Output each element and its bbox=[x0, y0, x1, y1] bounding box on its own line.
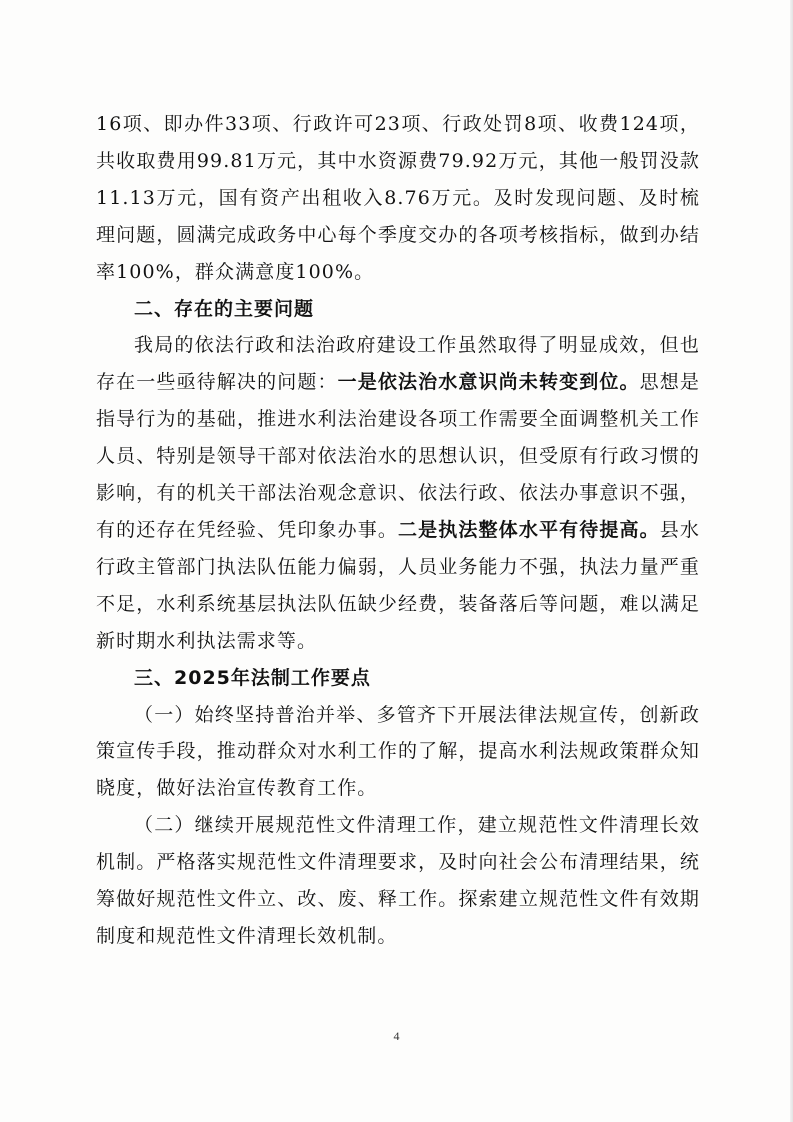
paragraph-workload-summary: 16项、即办件33项、行政许可23项、行政处罚8项、收费124项，共收取费用99.81万元，其中水资源费79.92万元，其他一般罚没款11.13万元，国有资产出租收入8.76万元。及时发现问题、及时梳理问题，圆满完成政务中心每个季度交办的各项考核指标，做到办结率100%，群众满意度100%。 bbox=[96, 113, 700, 283]
problems-lead-text: 我局的依法行政和法治政府建设工作虽然取得了明显成效，但也存在一些亟待解决的问题： bbox=[96, 334, 700, 394]
section-heading-problems: 二、存在的主要问题 bbox=[134, 297, 315, 320]
paragraph-problems bbox=[96, 327, 700, 659]
document-body bbox=[96, 106, 700, 955]
problem-one-title: 一是依法治水意识尚未转变到位。 bbox=[337, 371, 640, 394]
problem-two-title: 二是执法整体水平有待提高。 bbox=[398, 518, 660, 541]
paragraph-point-two: （二）继续开展规范性文件清理工作，建立规范性文件清理长效机制。严格落实规范性文件清理要求，及时向社会公布清理结果，统筹做好规范性文件立、改、废、释工作。探索建立规范性文件有效期制度和规范性文件清理长效机制。 bbox=[96, 814, 700, 947]
problem-two-text: 县水行政主管部门执法队伍能力偏弱，人员业务能力不强，执法力量严重不足，水利系统基层执法队伍缺少经费，装备落后等问题，难以满足新时期水利执法需求等。 bbox=[96, 518, 700, 652]
section-heading-2025-points: 三、2025年法制工作要点 bbox=[134, 666, 371, 689]
page-number: 4 bbox=[393, 1029, 400, 1043]
problem-one-text: 思想是指导行为的基础，推进水利法治建设各项工作需要全面调整机关工作人员、特别是领导干部对依法治水的思想认识，但受原有行政习惯的影响，有的机关干部法治观念意识、依法行政、依法办事意识不强，有的还存在凭经验、凭印象办事。 bbox=[96, 371, 700, 541]
paragraph-point-one: （一）始终坚持普治并举、多管齐下开展法律法规宣传，创新政策宣传手段，推动群众对水利工作的了解，提高水利法规政策群众知晓度，做好法治宣传教育工作。 bbox=[96, 703, 700, 800]
